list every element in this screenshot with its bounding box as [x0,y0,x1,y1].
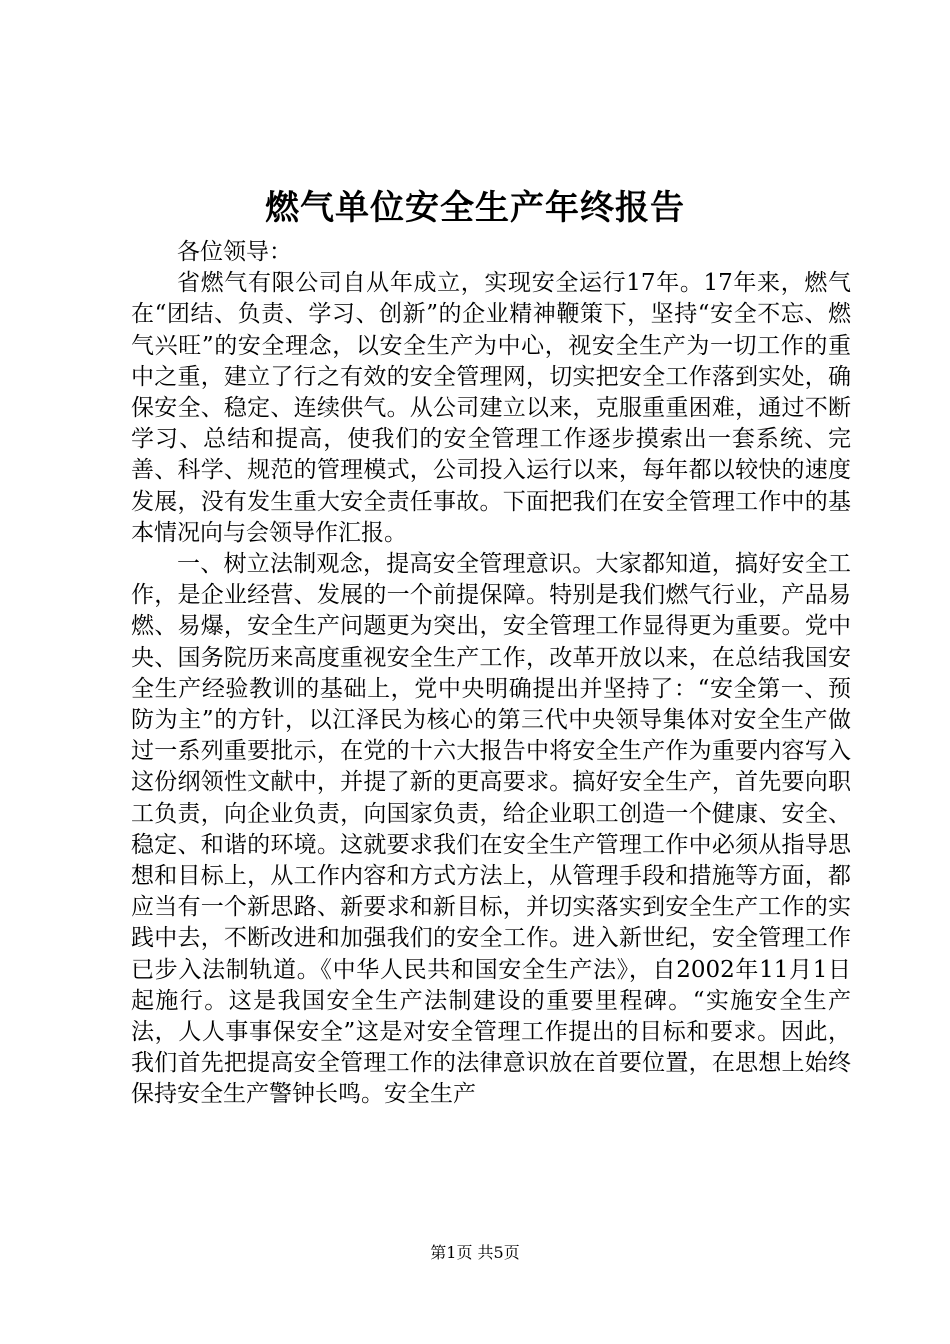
document-body [131,237,851,1111]
salutation: 各位领导： [177,239,292,265]
paragraph-intro: 省燃气有限公司自从年成立，实现安全运行17年。17年来，燃气在“团结、负责、学习、创新”的企业精神鞭策下，坚持“安全不忘、燃气兴旺”的安全理念，以安全生产为中心，视安全生产为一切工作的重中之重，建立了行之有效的安全管理网，切实把安全工作落到实处，确保安全、稳定、连续供气。从公司建立以来，克服重重困难，通过不断学习、总结和提高，使我们的安全管理工作逐步摸索出一套系统、完善、科学、规范的管理模式，公司投入运行以来，每年都以较快的速度发展，没有发生重大安全责任事故。下面把我们在安全管理工作中的基本情况向与会领导作汇报。 [131,270,851,546]
document-title: 燃气单位安全生产年终报告 [265,188,685,228]
paragraph-section-one: 一、树立法制观念，提高安全管理意识。大家都知道，搞好安全工作，是企业经营、发展的一个前提保障。特别是我们燃气行业，产品易燃、易爆，安全生产问题更为突出，安全管理工作显得更为重要。党中央、国务院历来高度重视安全生产工作，改革开放以来，在总结我国安全生产经验教训的基础上，党中央明确提出并坚持了：“安全第一、预防为主”的方针，以江泽民为核心的第三代中央领导集体对安全生产做过一系列重要批示，在党的十六大报告中将安全生产作为重要内容写入这份纲领性文献中，并提了新的更高要求。搞好安全生产，首先要向职工负责，向企业负责，向国家负责，给企业职工创造一个健康、安全、稳定、和谐的环境。这就要求我们在安全生产管理工作中必须从指导思想和目标上，从工作内容和方式方法上，从管理手段和措施等方面，都应当有一个新思路、新要求和新目标，并切实落实到安全生产工作的实践中去，不断改进和加强我们的安全工作。进入新世纪，安全管理工作已步入法制轨道。《中华人民共和国安全生产法》，自2002年11月1日起施行。这是我国安全生产法制建设的重要里程碑。“实施安全生产法，人人事事保安全”这是对安全管理工作提出的目标和要求。因此，我们首先把提高安全管理工作的法律意识放在首要位置，在思想上始终保持安全生产警钟长鸣。安全生产 [131,551,851,1108]
page-number-footer: 第1页 共5页 [430,1243,520,1262]
